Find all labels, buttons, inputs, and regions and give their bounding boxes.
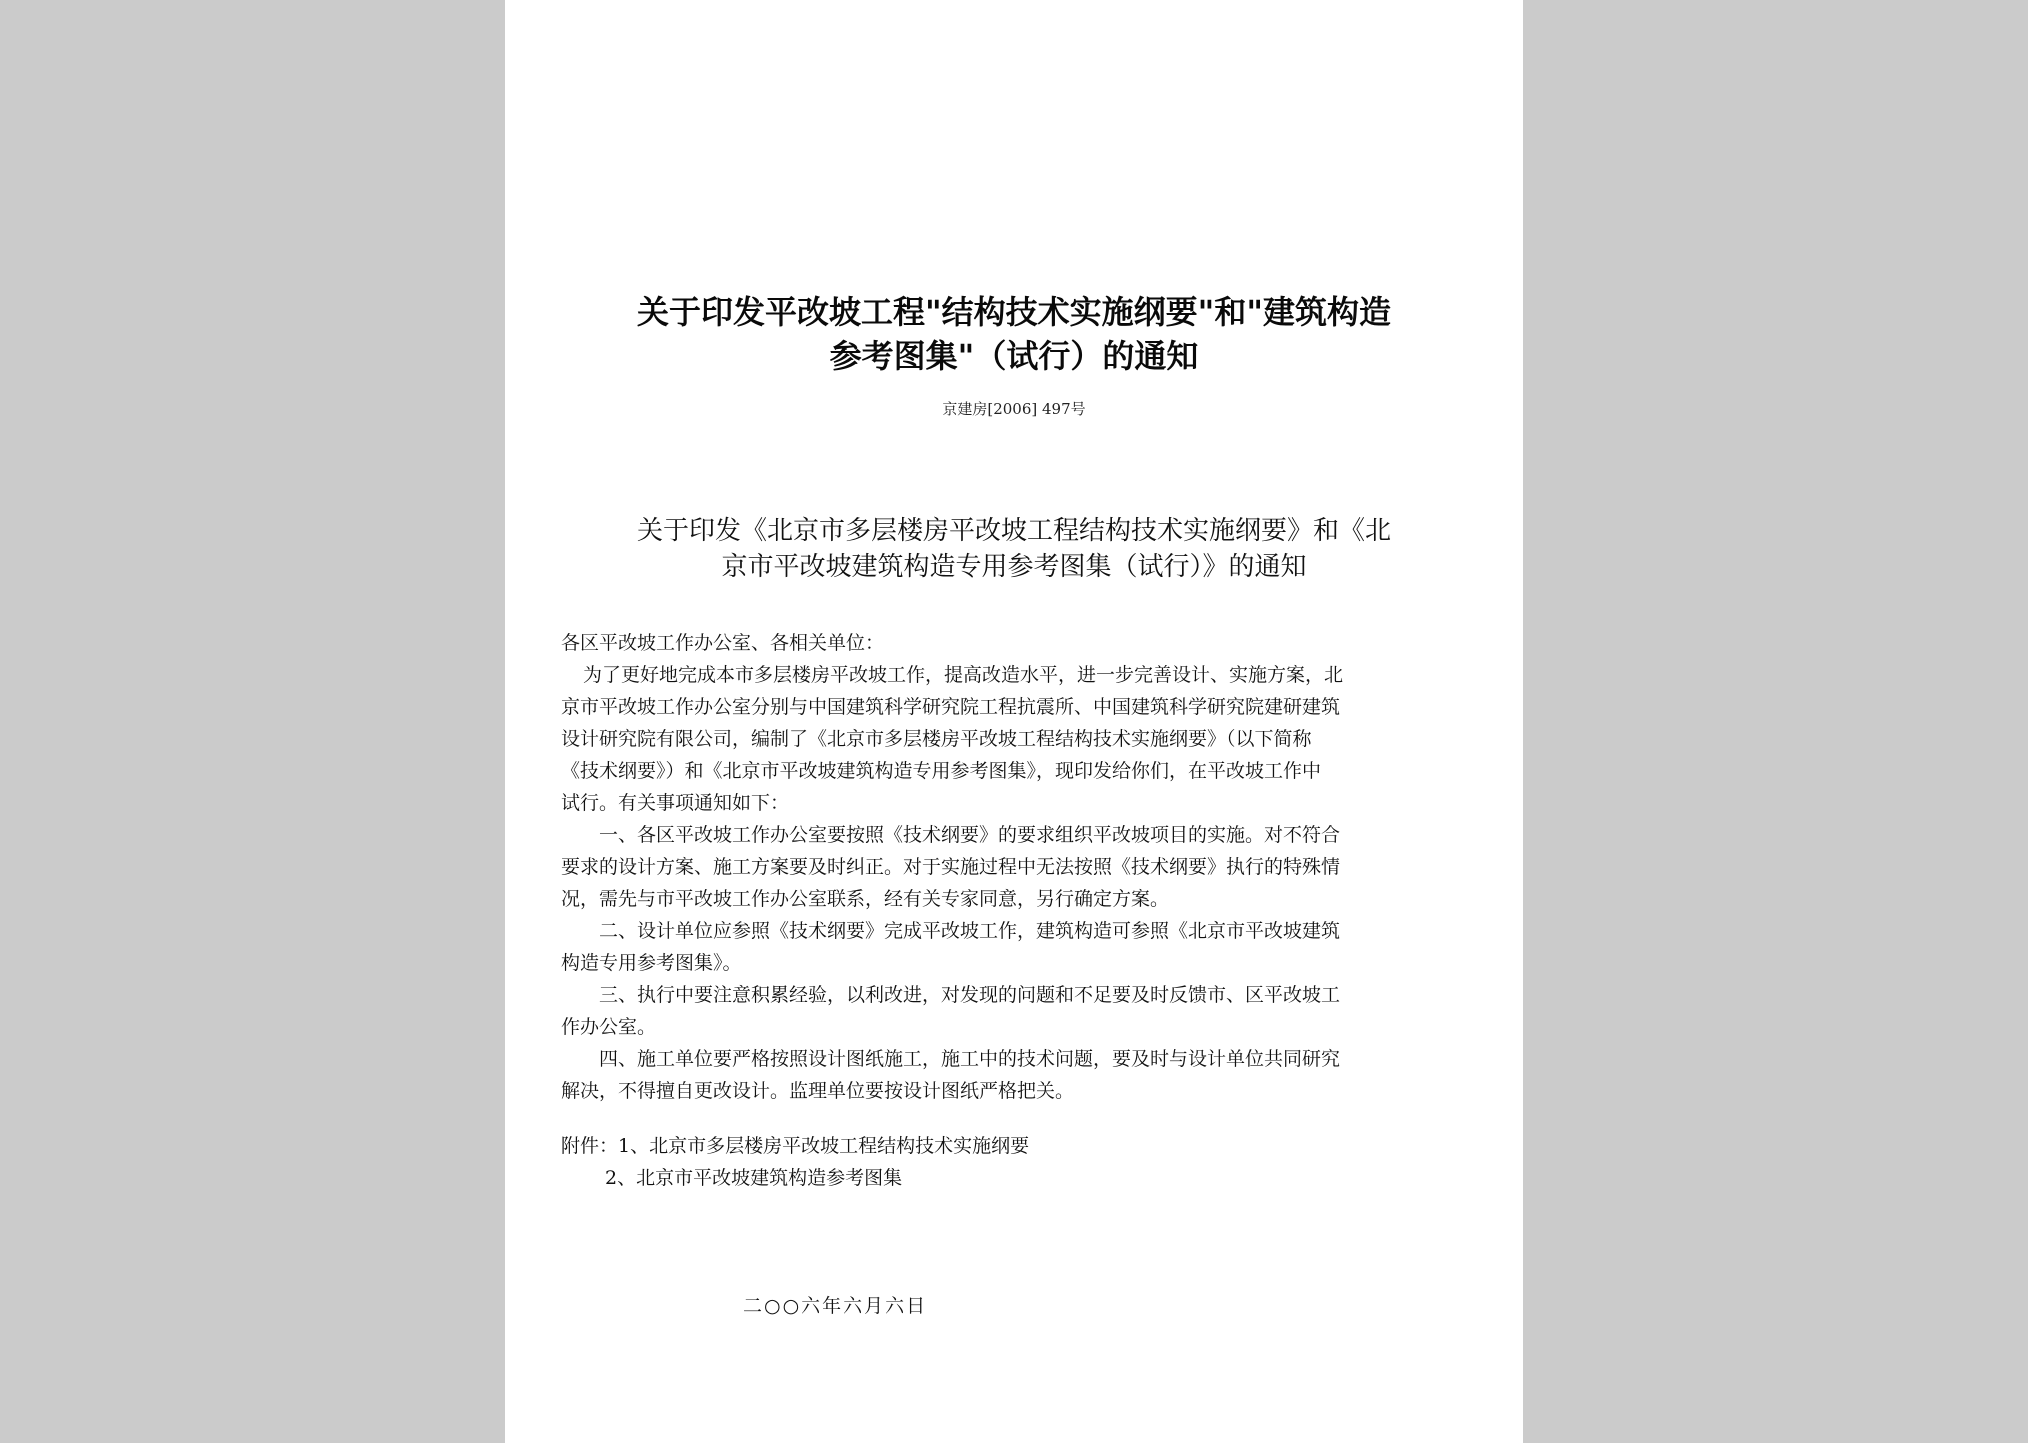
body-line: 二、设计单位应参照《技术纲要》完成平改坡工作，建筑构造可参照《北京市平改坡建筑 — [599, 920, 1341, 942]
body-line: 解决，不得擅自更改设计。监理单位要按设计图纸严格把关。 — [561, 1080, 1075, 1102]
document-number: 京建房[2006] 497号 — [942, 400, 1086, 418]
attachment-item: 附件：1、北京市多层楼房平改坡工程结构技术实施纲要 — [561, 1135, 1030, 1157]
body-line: 三、执行中要注意积累经验，以利改进，对发现的问题和不足要及时反馈市、区平改坡工 — [599, 984, 1341, 1006]
document-title — [545, 290, 1483, 378]
notice-body — [561, 627, 1461, 1107]
notice-subtitle — [555, 513, 1473, 585]
body-line: 作办公室。 — [561, 1016, 657, 1038]
title-line-1: 关于印发平改坡工程"结构技术实施纲要"和"建筑构造 — [636, 293, 1392, 331]
body-line: 构造专用参考图集》。 — [561, 952, 742, 974]
body-line: 为了更好地完成本市多层楼房平改坡工作，提高改造水平，进一步完善设计、实施方案，北 — [583, 664, 1344, 686]
attachment-item: 2、北京市平改坡建筑构造参考图集 — [605, 1167, 903, 1189]
attachments — [561, 1130, 1029, 1194]
body-line: 要求的设计方案、施工方案要及时纠正。对于实施过程中无法按照《技术纲要》执行的特殊情 — [561, 856, 1341, 878]
body-line: 《技术纲要》）和《北京市平改坡建筑构造专用参考图集》，现印发给你们，在平改坡工作中 — [561, 760, 1322, 782]
salutation: 各区平改坡工作办公室、各相关单位： — [561, 632, 885, 654]
body-line: 一、各区平改坡工作办公室要按照《技术纲要》的要求组织平改坡项目的实施。对不符合 — [599, 824, 1341, 846]
body-line: 四、施工单位要严格按照设计图纸施工，施工中的技术问题，要及时与设计单位共同研究 — [599, 1048, 1341, 1070]
document-date: 二○○六年六月六日 — [743, 1295, 928, 1317]
document-page — [505, 0, 1523, 1443]
body-line: 设计研究院有限公司，编制了《北京市多层楼房平改坡工程结构技术实施纲要》（以下简称 — [561, 728, 1312, 750]
title-line-2: 参考图集"（试行）的通知 — [829, 337, 1199, 375]
body-line: 试行。有关事项通知如下： — [561, 792, 790, 814]
subtitle-line-2: 京市平改坡建筑构造专用参考图集（试行）》的通知 — [721, 552, 1307, 582]
body-line: 京市平改坡工作办公室分别与中国建筑科学研究院工程抗震所、中国建筑科学研究院建研建筑 — [561, 696, 1341, 718]
body-line: 况，需先与市平改坡工作办公室联系，经有关专家同意，另行确定方案。 — [561, 888, 1170, 910]
subtitle-line-1: 关于印发《北京市多层楼房平改坡工程结构技术实施纲要》和《北 — [636, 516, 1391, 546]
